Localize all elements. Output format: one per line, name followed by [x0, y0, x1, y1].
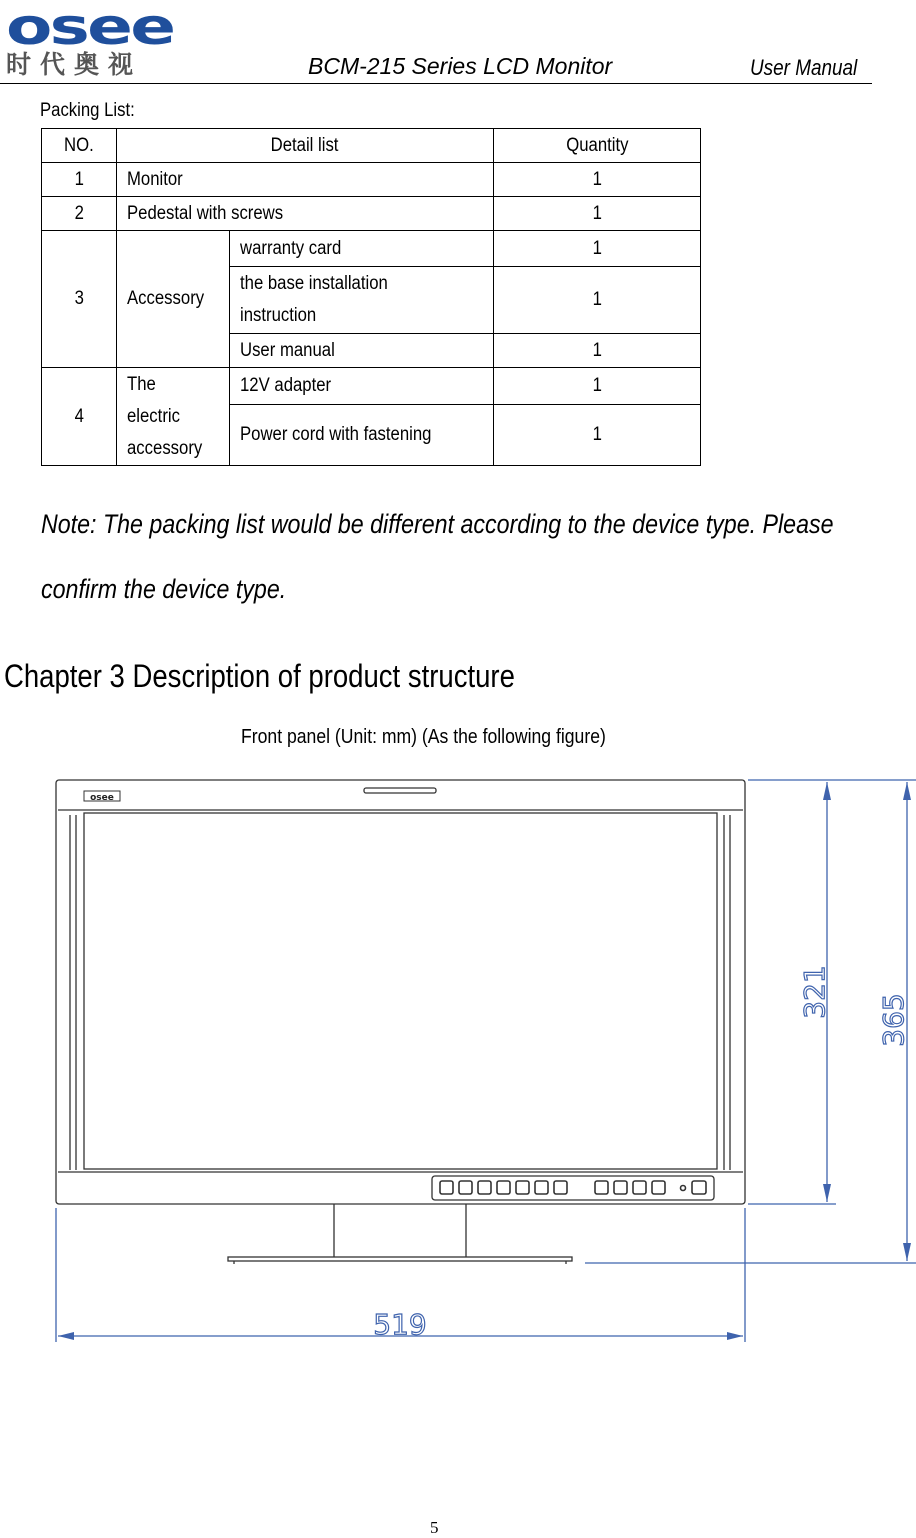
row-qty: 1 [494, 267, 701, 334]
dimension-screen-height-label: 321 [798, 965, 831, 1019]
row-item: Power cord with fastening [230, 405, 494, 466]
row-qty: 1 [494, 405, 701, 466]
row-group: The electric accessory [117, 368, 230, 466]
row-item: Monitor [117, 163, 494, 197]
stand-base [228, 1257, 572, 1261]
table-row [42, 368, 701, 405]
page-number: 5 [430, 1518, 439, 1537]
row-qty: 1 [494, 334, 701, 368]
packing-list-label: Packing List: [40, 100, 135, 121]
monitor-screen [84, 813, 717, 1169]
osee-logo [6, 2, 178, 80]
header-no: NO. [42, 129, 117, 163]
monitor-bezel [56, 780, 745, 1204]
row-item: the base installation instruction [230, 267, 494, 334]
header-user-manual: User Manual [750, 55, 858, 80]
row-qty: 1 [494, 231, 701, 267]
row-qty: 1 [494, 368, 701, 405]
chapter-heading: Chapter 3 Description of product structure [4, 658, 515, 694]
row-item: 12V adapter [230, 368, 494, 405]
button-panel [432, 1176, 714, 1200]
row-qty: 1 [494, 197, 701, 231]
row-qty: 1 [494, 163, 701, 197]
header-divider [0, 83, 872, 84]
header-detail-list: Detail list [117, 129, 494, 163]
dimension-width-label: 519 [373, 1308, 427, 1341]
row-group: Accessory [117, 231, 230, 368]
header-quantity: Quantity [494, 129, 701, 163]
table-row [42, 163, 701, 197]
logo-chinese: 时代奥视 [6, 50, 143, 79]
row-item: User manual [230, 334, 494, 368]
bezel-logo: osee [90, 793, 114, 803]
row-no: 3 [42, 231, 117, 368]
row-item: Pedestal with screws [117, 197, 494, 231]
logo-wordmark: osee [6, 0, 174, 56]
row-no: 2 [42, 197, 117, 231]
packing-table [41, 128, 701, 466]
top-slot [364, 788, 436, 793]
row-item: warranty card [230, 231, 494, 267]
packing-note: Note: The packing list would be different according to the device type. Please confirm the device type. [41, 509, 834, 604]
table-row [42, 197, 701, 231]
table-row [42, 231, 701, 267]
dimension-total-height-label: 365 [877, 993, 910, 1047]
table-header-row [42, 129, 701, 163]
header-title: BCM-215 Series LCD Monitor [308, 53, 613, 79]
figure-caption: Front panel (Unit: mm) (As the following figure) [241, 726, 606, 748]
front-panel-drawing [0, 760, 916, 1360]
row-no: 4 [42, 368, 117, 466]
row-no: 1 [42, 163, 117, 197]
